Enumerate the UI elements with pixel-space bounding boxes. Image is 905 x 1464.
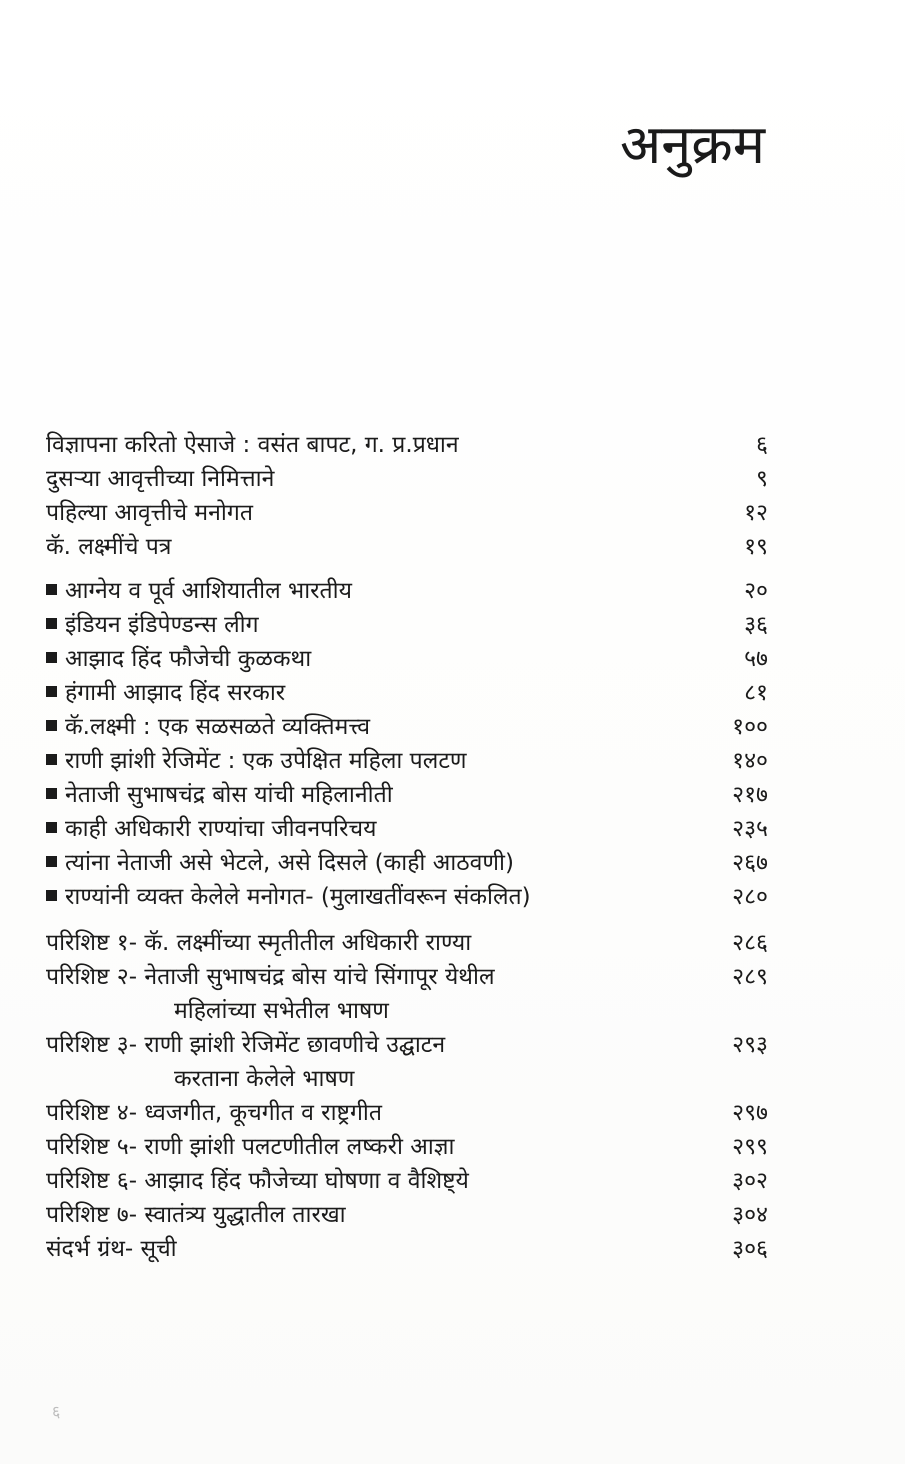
toc-appendix [46, 1096, 768, 1130]
toc-appendix [46, 1198, 768, 1232]
toc-appendix-continuation [46, 994, 768, 1028]
toc-entry-label: महिलांच्या सभेतील भाषण [174, 998, 389, 1024]
toc-page-number: २९३ [732, 1032, 768, 1058]
toc-entry-label: इंडियन इंडिपेण्डन्स लीग [65, 612, 259, 638]
toc-page-number: २६७ [732, 850, 768, 876]
toc-entry-label: पहिल्या आवृत्तीचे मनोगत [46, 500, 253, 526]
square-bullet-icon [46, 652, 57, 663]
toc-entry-foreword [46, 428, 768, 462]
toc-appendix [46, 1130, 768, 1164]
square-bullet-icon [46, 890, 57, 901]
toc-page-number: २३५ [732, 816, 768, 842]
toc-page-number: ३०६ [732, 1236, 768, 1262]
toc-page-number: ५७ [744, 646, 768, 672]
toc-entry-label: हंगामी आझाद हिंद सरकार [65, 680, 286, 706]
toc-bibliography [46, 1232, 768, 1266]
square-bullet-icon [46, 822, 57, 833]
toc-entry-label: विज्ञापना करितो ऐसाजे : वसंत बापट, ग. प्र.प्रधान [46, 432, 459, 458]
toc-entry-label: परिशिष्ट १- कॅ. लक्ष्मींच्या स्मृतीतील अधिकारी राण्या [46, 930, 472, 956]
square-bullet-icon [46, 856, 57, 867]
toc-page-number: १०० [732, 714, 768, 740]
toc-page-number: २९९ [732, 1134, 768, 1160]
toc-entry-label: काही अधिकारी राण्यांचा जीवनपरिचय [65, 816, 377, 842]
toc-entry-label: परिशिष्ट ७- स्वातंत्र्य युद्धातील तारखा [46, 1202, 346, 1228]
toc-page-number: २८९ [732, 964, 768, 990]
square-bullet-icon [46, 686, 57, 697]
toc-entry-label: परिशिष्ट २- नेताजी सुभाषचंद्र बोस यांचे सिंगापूर येथील [46, 964, 495, 990]
toc-entry-label: कॅ. लक्ष्मींचे पत्र [46, 534, 172, 560]
toc-entry-label: राण्यांनी व्यक्त केलेले मनोगत- (मुलाखतींवरून संकलित) [65, 884, 531, 910]
toc-chapter [46, 744, 768, 778]
toc-appendix [46, 1028, 768, 1062]
toc-entry-label: परिशिष्ट ६- आझाद हिंद फौजेच्या घोषणा व वैशिष्ट्ये [46, 1168, 469, 1194]
toc-page-number: ९ [756, 466, 768, 492]
toc-chapter [46, 880, 768, 914]
toc-entry-first-edition-note [46, 496, 768, 530]
toc-appendix-continuation [46, 1062, 768, 1096]
toc-chapter [46, 574, 768, 608]
toc-entry-label: दुसऱ्या आवृत्तीच्या निमित्ताने [46, 466, 275, 492]
toc-page-number: ३०२ [732, 1168, 768, 1194]
toc-appendix [46, 1164, 768, 1198]
toc-entry-label: आग्नेय व पूर्व आशियातील भारतीय [65, 578, 352, 604]
toc-entry-label: राणी झांशी रेजिमेंट : एक उपेक्षित महिला पलटण [65, 748, 467, 774]
toc-chapter [46, 608, 768, 642]
toc-page-number: २० [744, 578, 768, 604]
toc-appendix [46, 926, 768, 960]
square-bullet-icon [46, 788, 57, 799]
toc-entry-label: परिशिष्ट ४- ध्वजगीत, कूचगीत व राष्ट्रगीत [46, 1100, 382, 1126]
toc-page-number: १९ [744, 534, 768, 560]
square-bullet-icon [46, 720, 57, 731]
toc-chapter [46, 778, 768, 812]
toc-entry-label: परिशिष्ट ३- राणी झांशी रेजिमेंट छावणीचे उद्घाटन [46, 1032, 446, 1058]
toc-page-number: ८१ [744, 680, 768, 706]
table-of-contents [46, 428, 768, 1266]
toc-page-number: ६ [756, 432, 768, 458]
toc-entry-label: परिशिष्ट ५- राणी झांशी पलटणीतील लष्करी आज्ञा [46, 1134, 455, 1160]
toc-chapter [46, 812, 768, 846]
toc-page-number: ३०४ [732, 1202, 768, 1228]
toc-page-number: ३६ [744, 612, 768, 638]
page-title: अनुक्रम [620, 113, 765, 176]
toc-page-number: २८० [732, 884, 768, 910]
square-bullet-icon [46, 584, 57, 595]
toc-page-number: १२ [744, 500, 768, 526]
footer-page-number: ६ [52, 1402, 61, 1421]
square-bullet-icon [46, 754, 57, 765]
toc-entry-label: त्यांना नेताजी असे भेटले, असे दिसले (काही आठवणी) [65, 850, 514, 876]
toc-page-number: २८६ [732, 930, 768, 956]
toc-entry-label: आझाद हिंद फौजेची कुळकथा [65, 646, 312, 672]
toc-appendix [46, 960, 768, 994]
toc-entry-letter [46, 530, 768, 564]
square-bullet-icon [46, 618, 57, 629]
toc-entry-label: कॅ.लक्ष्मी : एक सळसळते व्यक्तिमत्त्व [65, 714, 371, 740]
toc-chapter [46, 642, 768, 676]
toc-chapter [46, 710, 768, 744]
toc-page-number: २९७ [732, 1100, 768, 1126]
toc-chapter [46, 846, 768, 880]
toc-chapter [46, 676, 768, 710]
toc-entry-label: संदर्भ ग्रंथ- सूची [46, 1236, 177, 1262]
toc-page-number: १४० [732, 748, 768, 774]
toc-entry-label: नेताजी सुभाषचंद्र बोस यांची महिलानीती [65, 782, 393, 808]
toc-entry-label: करताना केलेले भाषण [174, 1066, 355, 1092]
toc-entry-second-edition-note [46, 462, 768, 496]
toc-page-number: २१७ [732, 782, 768, 808]
